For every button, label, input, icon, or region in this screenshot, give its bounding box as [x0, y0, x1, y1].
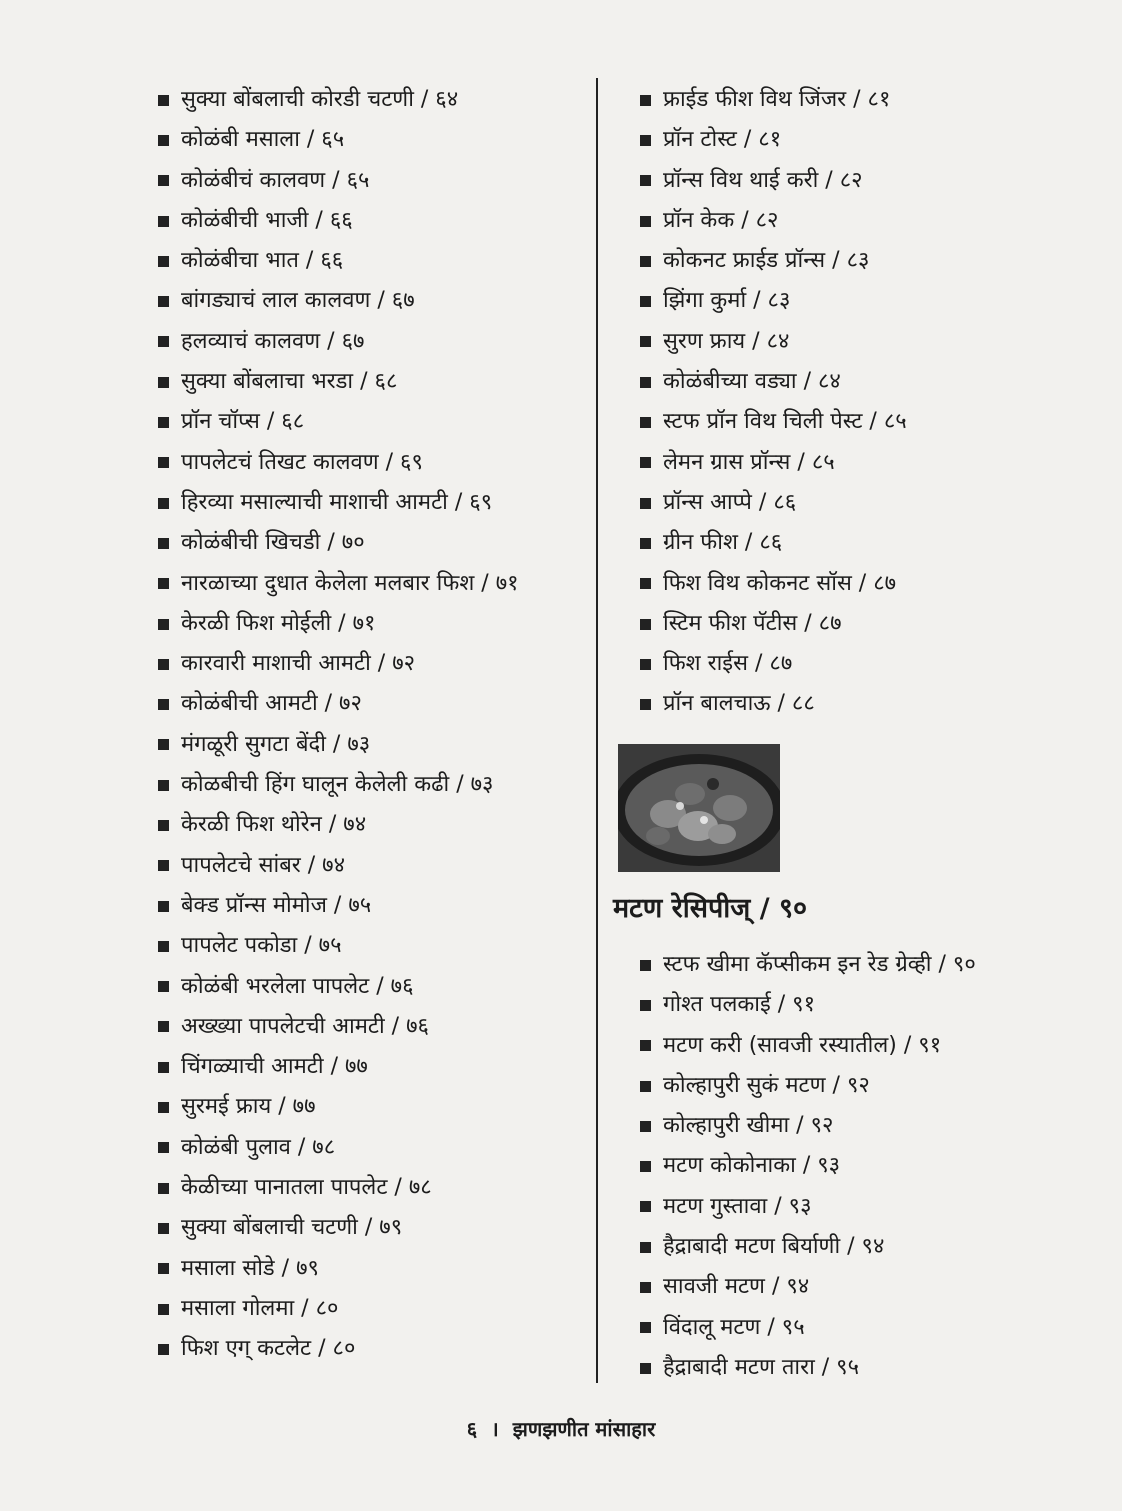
list-item: [158, 120, 598, 160]
list-item-text: कोळंबीची खिचडी / ७०: [181, 530, 365, 556]
list-item-text: हैद्राबादी मटण तारा / ९५: [663, 1354, 860, 1380]
list-item-text: झिंगा कुर्मा / ८३: [663, 288, 791, 314]
square-bullet-icon: [158, 981, 169, 992]
list-item-text: विंदालू मटण / ९५: [663, 1314, 805, 1340]
list-item-text: नारळाच्या दुधात केलेला मलबार फिश / ७१: [181, 570, 519, 596]
list-item: [640, 1026, 1080, 1066]
list-item-text: प्रॉन चॉप्स / ६८: [181, 409, 305, 435]
square-bullet-icon: [158, 135, 169, 146]
square-bullet-icon: [640, 1121, 651, 1132]
square-bullet-icon: [158, 659, 169, 670]
list-item-text: अख्ख्या पापलेटची आमटी / ७६: [181, 1013, 429, 1039]
list-item-text: स्टफ प्रॉन विथ चिली पेस्ट / ८५: [663, 409, 907, 435]
list-item-text: फिश राईस / ८७: [663, 651, 793, 677]
list-item: [158, 1289, 598, 1329]
list-item: [158, 604, 598, 644]
list-item: [158, 402, 598, 442]
list-item: [158, 1007, 598, 1047]
list-item: [158, 523, 598, 563]
list-item: [640, 644, 1080, 684]
list-item: [158, 967, 598, 1007]
right-contents-list: [640, 80, 1080, 725]
square-bullet-icon: [158, 1344, 169, 1355]
list-item: [640, 564, 1080, 604]
square-bullet-icon: [640, 659, 651, 670]
square-bullet-icon: [640, 1161, 651, 1172]
square-bullet-icon: [158, 901, 169, 912]
list-item: [640, 402, 1080, 442]
list-item-text: कोल्हापुरी खीमा / ९२: [663, 1113, 834, 1139]
square-bullet-icon: [640, 135, 651, 146]
list-item: [158, 886, 598, 926]
list-item: [158, 1047, 598, 1087]
list-item: [640, 1348, 1080, 1388]
left-contents-list: [158, 80, 598, 1370]
square-bullet-icon: [640, 538, 651, 549]
list-item-text: पापलेट पकोडा / ७५: [181, 933, 342, 959]
list-item-text: कोळंबी पुलाव / ७८: [181, 1134, 336, 1160]
list-item-text: प्रॉन केक / ८२: [663, 207, 779, 233]
list-item-text: गोश्त पलकाई / ९१: [663, 992, 816, 1018]
square-bullet-icon: [640, 1242, 651, 1253]
square-bullet-icon: [640, 1363, 651, 1374]
list-item-text: केरळी फिश मोईली / ७१: [181, 610, 376, 636]
list-item-text: कोळंबीचं कालवण / ६५: [181, 167, 370, 193]
square-bullet-icon: [640, 377, 651, 388]
list-item-text: पापलेटचं तिखट कालवण / ६९: [181, 449, 423, 475]
list-item-text: केरळी फिश थोरेन / ७४: [181, 812, 367, 838]
list-item: [158, 1128, 598, 1168]
list-item-text: फिश विथ कोकनट सॉस / ८७: [663, 570, 897, 596]
list-item: [158, 926, 598, 966]
list-item: [640, 1106, 1080, 1146]
square-bullet-icon: [640, 417, 651, 428]
square-bullet-icon: [158, 1062, 169, 1073]
list-item: [158, 1168, 598, 1208]
square-bullet-icon: [640, 578, 651, 589]
square-bullet-icon: [640, 960, 651, 971]
column-divider: [596, 78, 598, 1383]
square-bullet-icon: [158, 1304, 169, 1315]
list-item: [158, 1087, 598, 1127]
list-item: [158, 765, 598, 805]
section-title-mutton: मटण रेसिपीज् / ९०: [613, 893, 808, 924]
list-item: [158, 644, 598, 684]
list-item-text: मसाला गोलमा / ८०: [181, 1295, 339, 1321]
page-number: ६: [466, 1417, 478, 1441]
square-bullet-icon: [640, 216, 651, 227]
list-item: [640, 684, 1080, 724]
square-bullet-icon: [640, 498, 651, 509]
square-bullet-icon: [158, 780, 169, 791]
list-item-text: हैद्राबादी मटण बिर्याणी / ९४: [663, 1234, 885, 1260]
list-item-text: प्रॉन्स आप्पे / ८६: [663, 489, 797, 515]
square-bullet-icon: [640, 256, 651, 267]
square-bullet-icon: [640, 336, 651, 347]
list-item-text: स्टफ खीमा कॅप्सीकम इन रेड ग्रेव्ही / ९०: [663, 952, 976, 977]
list-item-text: चिंगळ्याची आमटी / ७७: [181, 1054, 368, 1080]
list-item: [158, 846, 598, 886]
square-bullet-icon: [158, 860, 169, 871]
list-item: [158, 725, 598, 765]
list-item: [158, 322, 598, 362]
square-bullet-icon: [640, 1081, 651, 1092]
square-bullet-icon: [158, 619, 169, 630]
mutton-dish-photo: [618, 744, 780, 872]
square-bullet-icon: [158, 1021, 169, 1032]
square-bullet-icon: [158, 175, 169, 186]
list-item: [640, 1187, 1080, 1227]
square-bullet-icon: [158, 417, 169, 428]
square-bullet-icon: [640, 296, 651, 307]
square-bullet-icon: [158, 1142, 169, 1153]
list-item: [640, 945, 1080, 985]
square-bullet-icon: [640, 457, 651, 468]
list-item: [158, 684, 598, 724]
square-bullet-icon: [158, 457, 169, 468]
list-item: [640, 1308, 1080, 1348]
mutton-recipes-list: [640, 945, 1080, 1388]
list-item-text: सावजी मटण / ९४: [663, 1274, 810, 1300]
list-item-text: मंगळूरी सुगटा बेंदी / ७३: [181, 731, 371, 757]
list-item-text: बांगड्याचं लाल कालवण / ६७: [181, 288, 415, 314]
list-item-text: सुक्या बोंबलाची कोरडी चटणी / ६४: [181, 87, 459, 112]
list-item-text: कोळंबीचा भात / ६६: [181, 248, 344, 274]
square-bullet-icon: [158, 95, 169, 106]
list-item-text: ग्रीन फीश / ८६: [663, 530, 783, 556]
list-item-text: प्रॉन टोस्ट / ८१: [663, 127, 782, 153]
square-bullet-icon: [158, 296, 169, 307]
list-item: [640, 1066, 1080, 1106]
list-item-text: मसाला सोडे / ७९: [181, 1255, 319, 1281]
list-item: [640, 80, 1080, 120]
square-bullet-icon: [640, 1040, 651, 1051]
list-item-text: कोळंबीची आमटी / ७२: [181, 691, 362, 717]
square-bullet-icon: [640, 699, 651, 710]
square-bullet-icon: [158, 578, 169, 589]
footer-separator: ।: [491, 1417, 499, 1441]
list-item-text: पापलेटचे सांबर / ७४: [181, 852, 346, 878]
square-bullet-icon: [640, 1282, 651, 1293]
list-item: [640, 161, 1080, 201]
list-item-text: कोकनट फ्राईड प्रॉन्स / ८३: [663, 248, 870, 274]
list-item-text: कोळंबी मसाला / ६५: [181, 127, 345, 153]
list-item: [158, 80, 598, 120]
square-bullet-icon: [158, 216, 169, 227]
list-item-text: प्रॉन बालचाऊ / ८८: [663, 691, 815, 717]
list-item: [640, 1267, 1080, 1307]
list-item: [640, 322, 1080, 362]
list-item: [158, 1208, 598, 1248]
list-item: [640, 1227, 1080, 1267]
square-bullet-icon: [158, 498, 169, 509]
list-item: [640, 241, 1080, 281]
square-bullet-icon: [158, 739, 169, 750]
list-item: [158, 281, 598, 321]
list-item: [158, 201, 598, 241]
list-item: [640, 483, 1080, 523]
list-item-text: सुक्या बोंबलाची चटणी / ७९: [181, 1215, 403, 1241]
square-bullet-icon: [158, 1223, 169, 1234]
list-item-text: कारवारी माशाची आमटी / ७२: [181, 651, 416, 677]
list-item: [640, 523, 1080, 563]
list-item: [158, 241, 598, 281]
list-item-text: मटण करी (सावजी रस्यातील) / ९१: [663, 1032, 942, 1058]
list-item: [640, 120, 1080, 160]
list-item-text: कोळंबी भरलेला पापलेट / ७६: [181, 973, 414, 999]
square-bullet-icon: [158, 336, 169, 347]
square-bullet-icon: [640, 95, 651, 106]
square-bullet-icon: [640, 1000, 651, 1011]
list-item-text: सुरण फ्राय / ८४: [663, 328, 790, 354]
square-bullet-icon: [640, 1201, 651, 1212]
list-item-text: हिरव्या मसाल्याची माशाची आमटी / ६९: [181, 489, 493, 515]
square-bullet-icon: [640, 1322, 651, 1333]
square-bullet-icon: [158, 377, 169, 388]
list-item-text: कोळबीची हिंग घालून केलेली कढी / ७३: [181, 772, 494, 798]
list-item-text: हलव्याचं कालवण / ६७: [181, 328, 365, 354]
list-item: [158, 161, 598, 201]
list-item: [158, 483, 598, 523]
book-title: झणझणीत मांसाहार: [512, 1417, 656, 1441]
list-item: [640, 281, 1080, 321]
list-item: [640, 985, 1080, 1025]
list-item: [158, 443, 598, 483]
square-bullet-icon: [640, 175, 651, 186]
list-item: [640, 1146, 1080, 1186]
list-item: [158, 805, 598, 845]
square-bullet-icon: [158, 538, 169, 549]
square-bullet-icon: [158, 256, 169, 267]
list-item-text: केळीच्या पानातला पापलेट / ७८: [181, 1175, 432, 1201]
list-item: [640, 362, 1080, 402]
list-item-text: मटण कोकोनाका / ९३: [663, 1153, 841, 1179]
page-footer: [0, 1415, 1122, 1442]
list-item: [158, 1329, 598, 1369]
list-item-text: फ्राईड फीश विथ जिंजर / ८१: [663, 87, 891, 112]
square-bullet-icon: [158, 1183, 169, 1194]
square-bullet-icon: [158, 941, 169, 952]
list-item-text: लेमन ग्रास प्रॉन्स / ८५: [663, 449, 835, 475]
square-bullet-icon: [640, 619, 651, 630]
list-item: [158, 1249, 598, 1289]
list-item: [158, 564, 598, 604]
list-item-text: कोळंबीची भाजी / ६६: [181, 207, 353, 233]
square-bullet-icon: [158, 1263, 169, 1274]
list-item: [158, 362, 598, 402]
list-item-text: सुक्या बोंबलाचा भरडा / ६८: [181, 369, 398, 395]
square-bullet-icon: [158, 1102, 169, 1113]
list-item-text: सुरमई फ्राय / ७७: [181, 1094, 316, 1120]
list-item-text: बेक्ड प्रॉन्स मोमोज / ७५: [181, 892, 372, 918]
list-item-text: स्टिम फीश पॅटीस / ८७: [663, 610, 842, 636]
list-item: [640, 604, 1080, 644]
square-bullet-icon: [158, 699, 169, 710]
list-item: [640, 201, 1080, 241]
square-bullet-icon: [158, 820, 169, 831]
list-item-text: प्रॉन्स विथ थाई करी / ८२: [663, 167, 863, 193]
list-item-text: कोळंबीच्या वड्या / ८४: [663, 369, 841, 395]
list-item-text: फिश एग् कटलेट / ८०: [181, 1336, 356, 1362]
list-item-text: मटण गुस्तावा / ९३: [663, 1193, 812, 1219]
list-item: [640, 443, 1080, 483]
list-item-text: कोल्हापुरी सुकं मटण / ९२: [663, 1072, 870, 1098]
